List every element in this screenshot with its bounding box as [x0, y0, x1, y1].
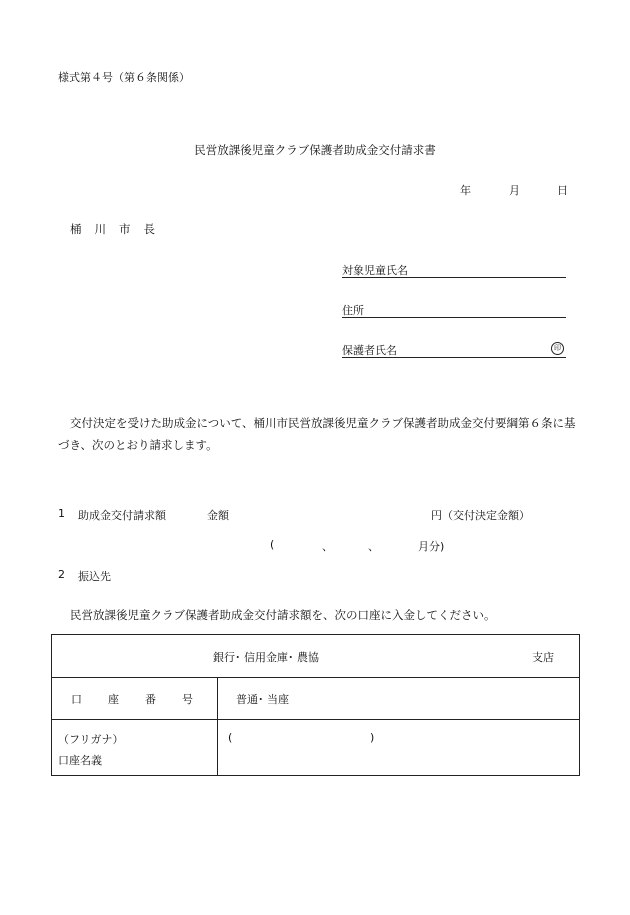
transfer-instruction: 民営放課後児童クラブ保護者助成金交付請求額を、次の口座に入金してください。 [70, 608, 496, 622]
yen-note: 円（交付決定金額） [431, 509, 530, 522]
account-number-label: 口座番号 [71, 693, 219, 706]
account-type-label: 普通･ 当座 [236, 693, 289, 706]
form-number: 様式第４号（第６条関係） [58, 71, 190, 84]
guardian-name-label: 保護者氏名 [342, 344, 397, 357]
bank-account-table [51, 634, 580, 776]
address-field[interactable] [342, 302, 566, 318]
account-holder-label-cell [52, 720, 218, 776]
amount-label: 金額 [207, 509, 229, 522]
bank-types-label: 銀行･ 信用金庫･ 農協 [213, 651, 319, 664]
date-day-label: 日 [557, 184, 568, 197]
account-holder-cell[interactable] [218, 720, 580, 776]
request-statement: 交付決定を受けた助成金について、桶川市民営放課後児童クラブ保護者助成金交付要綱第６条に基づき、次のとおり請求します。 [58, 416, 576, 452]
child-name-label: 対象児童氏名 [342, 264, 408, 277]
account-number-label-cell [52, 678, 218, 720]
child-name-field[interactable] [342, 262, 566, 278]
guardian-name-field[interactable] [342, 342, 566, 358]
seal-mark: 印 [551, 342, 564, 355]
date-month-label: 月 [509, 184, 520, 197]
months-separator-2: 、 [368, 540, 379, 553]
months-separator-1: 、 [322, 540, 333, 553]
account-holder-label: 口座名義 [58, 754, 102, 767]
account-number-cell[interactable] [218, 678, 580, 720]
section2-number: 2 [58, 568, 65, 581]
addressee: 桶川市長 [70, 222, 168, 236]
address-label: 住所 [342, 304, 364, 317]
months-open-paren: ( [270, 538, 275, 551]
date-year-label: 年 [460, 184, 471, 197]
section1-label: 助成金交付請求額 [78, 509, 166, 522]
branch-label: 支店 [532, 651, 554, 664]
section2-label: 振込先 [78, 570, 111, 583]
furigana-label: （フリガナ） [58, 733, 124, 746]
months-suffix: 月分) [418, 540, 445, 553]
bank-name-cell[interactable] [52, 635, 580, 678]
furigana-open-paren: ( [228, 731, 233, 744]
document-title: 民営放課後児童クラブ保護者助成金交付請求書 [194, 143, 436, 157]
furigana-close-paren: ) [370, 731, 375, 744]
section1-number: 1 [58, 507, 65, 520]
